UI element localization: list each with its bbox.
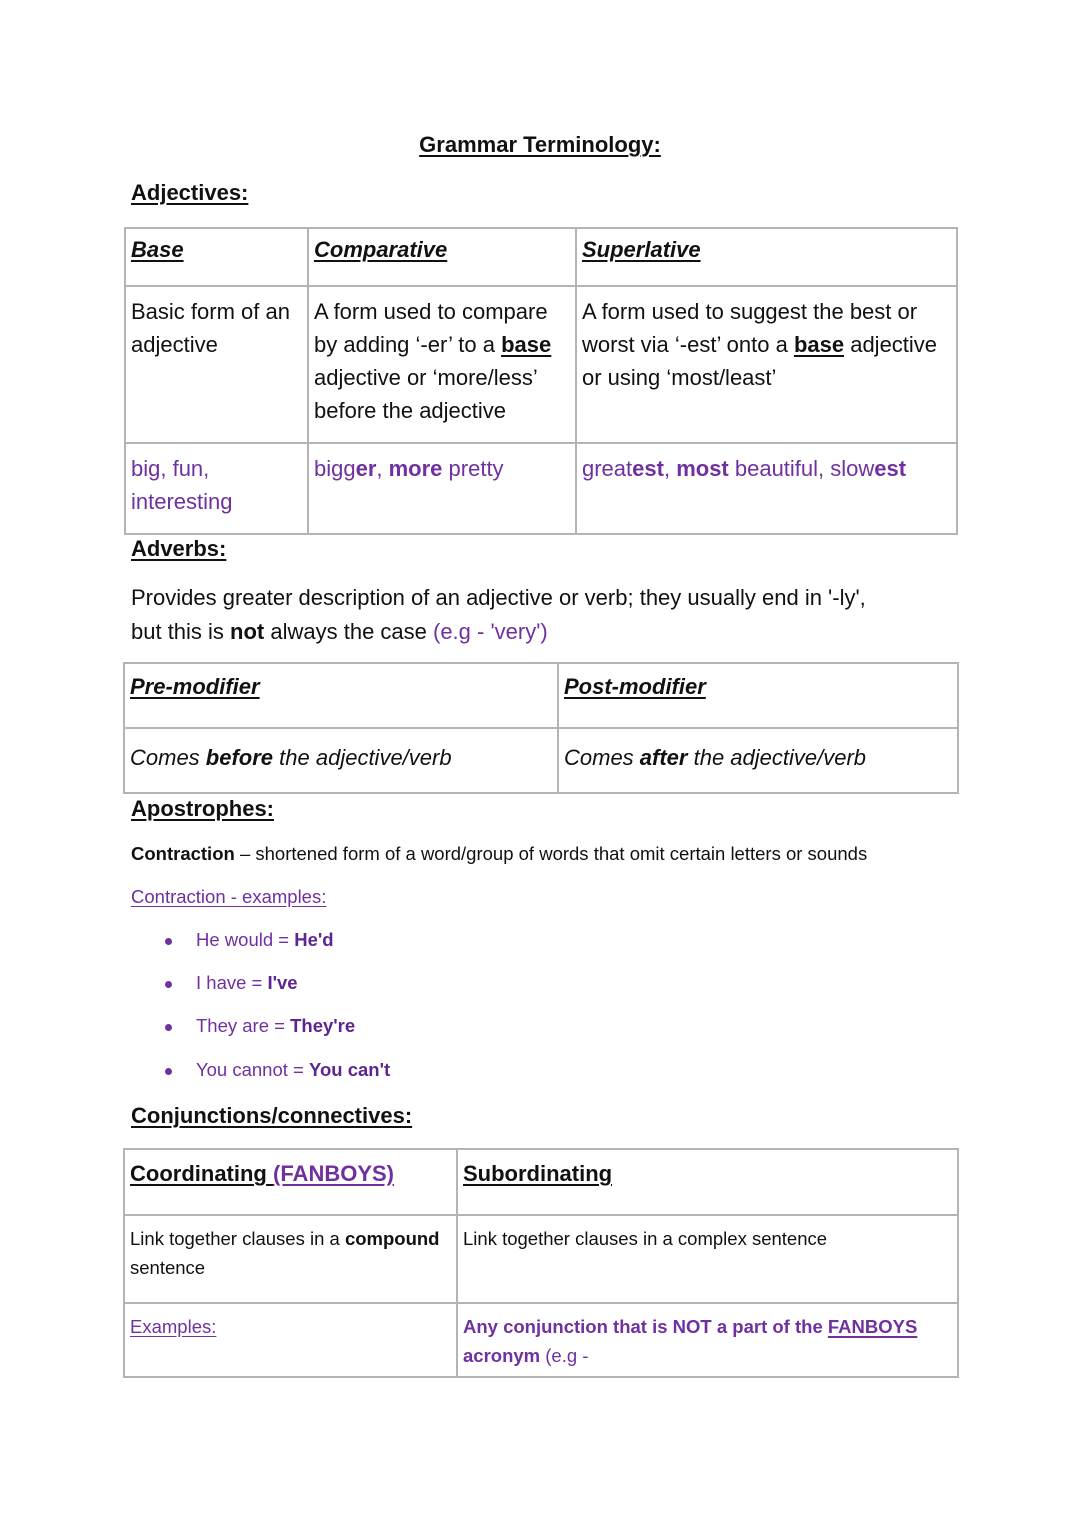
example-text: (e.g - xyxy=(540,1345,589,1366)
comparative-definition xyxy=(308,286,576,443)
examples-label: Examples: xyxy=(130,1316,217,1337)
adverbs-table xyxy=(123,662,959,794)
comparative-examples xyxy=(308,443,576,534)
adverbs-description-line1: Provides greater description of an adjective or verb; they usually end in '-ly', xyxy=(131,585,866,610)
contraction-definition xyxy=(131,843,867,865)
bullet-icon xyxy=(165,938,172,945)
examples-cell xyxy=(124,1303,457,1377)
example-short: They're xyxy=(290,1015,356,1036)
example-fragment: great xyxy=(582,456,633,481)
bullet-icon xyxy=(165,1024,172,1031)
page-title: Grammar Terminology: xyxy=(419,132,661,157)
fanboys-link: FANBOYS xyxy=(827,1316,918,1337)
post-modifier-desc xyxy=(558,728,958,793)
example-modifier: most xyxy=(676,456,729,481)
table-row xyxy=(124,1303,958,1377)
example-full: They are = xyxy=(196,1015,291,1036)
table-row xyxy=(124,728,958,793)
example-fragment: , xyxy=(376,456,389,481)
table-header-row xyxy=(124,663,958,728)
coordinating-desc xyxy=(124,1215,457,1303)
base-definition: Basic form of an adjective xyxy=(125,286,308,443)
example-full: He would = xyxy=(196,929,295,950)
desc-emphasis: after xyxy=(639,745,688,770)
table-row-definitions xyxy=(125,286,957,443)
superlative-definition xyxy=(576,286,957,443)
list-item xyxy=(196,972,298,994)
example-suffix: est xyxy=(874,456,907,481)
conjunctions-table xyxy=(123,1148,959,1378)
list-item xyxy=(196,1059,390,1081)
adverbs-description-line2 xyxy=(131,615,951,649)
header-coordinating-cell xyxy=(124,1149,457,1215)
header-coordinating: Coordinating xyxy=(130,1161,267,1186)
subordinating-examples xyxy=(457,1303,958,1377)
desc-text: Comes xyxy=(564,745,640,770)
example-text: Any conjunction that is NOT a part of the xyxy=(463,1316,828,1337)
bullet-icon xyxy=(165,981,172,988)
header-subordinating: Subordinating xyxy=(463,1161,613,1186)
desc-text: Link together clauses in a xyxy=(130,1228,345,1249)
header-comparative: Comparative xyxy=(314,237,448,262)
fanboys-tag: (FANBOYS) xyxy=(273,1161,394,1186)
contraction-term: Contraction xyxy=(131,843,235,864)
apostrophes-heading: Apostrophes: xyxy=(131,796,274,821)
subordinating-desc: Link together clauses in a complex sentence xyxy=(457,1215,958,1303)
adjectives-table xyxy=(124,227,958,535)
comparative-def-text: A form used to compare by adding ‘-er’ to a xyxy=(314,299,548,357)
base-examples: big, fun, interesting xyxy=(125,443,308,534)
desc-text: the adjective/verb xyxy=(687,745,867,770)
pre-modifier-desc xyxy=(124,728,558,793)
example-full: I have = xyxy=(196,972,268,993)
contraction-text: – shortened form of a word/group of words that omit certain letters or sounds xyxy=(234,843,868,864)
desc-emphasis: compound xyxy=(344,1228,440,1249)
example-fragment: pretty xyxy=(442,456,504,481)
superlative-examples xyxy=(576,443,957,534)
table-header-row xyxy=(124,1149,958,1215)
contraction-examples-label: Contraction - examples: xyxy=(131,886,327,907)
adjectives-heading: Adjectives: xyxy=(131,180,249,205)
example-modifier: more xyxy=(388,456,443,481)
desc-text: the adjective/verb xyxy=(273,745,452,770)
example-full: You cannot = xyxy=(196,1059,309,1080)
desc-emphasis: not xyxy=(230,619,265,644)
header-post-modifier: Post-modifier xyxy=(564,674,706,699)
example-fragment: beautiful, slow xyxy=(728,456,875,481)
desc-text: always the case xyxy=(264,619,433,644)
example-short: I've xyxy=(267,972,298,993)
header-superlative: Superlative xyxy=(582,237,701,262)
superlative-def-text: A form used to suggest the best or worst via ‘-est’ onto a xyxy=(582,299,918,357)
bullet-icon xyxy=(165,1068,172,1075)
table-header-row xyxy=(125,228,957,286)
example-suffix: est xyxy=(632,456,664,481)
example-short: He'd xyxy=(294,929,334,950)
header-base: Base xyxy=(131,237,184,262)
desc-text: sentence xyxy=(130,1257,206,1278)
example-short: You can't xyxy=(309,1059,391,1080)
list-item xyxy=(196,929,334,951)
example-fragment: , xyxy=(663,456,677,481)
list-item xyxy=(196,1015,355,1037)
desc-example: (e.g - 'very') xyxy=(433,619,548,644)
superlative-def-text-end: adjective or using ‘most/least’ xyxy=(582,332,938,390)
table-row-examples xyxy=(125,443,957,534)
conjunctions-heading: Conjunctions/connectives: xyxy=(131,1103,413,1128)
example-fragment: bigg xyxy=(314,456,356,481)
superlative-def-base: base xyxy=(793,332,845,357)
desc-text: but this is xyxy=(131,619,231,644)
comparative-def-base: base xyxy=(501,332,552,357)
adverbs-heading: Adverbs: xyxy=(131,536,227,561)
desc-emphasis: before xyxy=(205,745,274,770)
adverbs-description xyxy=(131,581,951,649)
table-row xyxy=(124,1215,958,1303)
desc-text: Comes xyxy=(130,745,206,770)
example-suffix: er xyxy=(355,456,377,481)
comparative-def-text-end: adjective or ‘more/less’ before the adjective xyxy=(314,365,537,423)
header-pre-modifier: Pre-modifier xyxy=(130,674,260,699)
example-acronym: acronym xyxy=(463,1345,541,1366)
